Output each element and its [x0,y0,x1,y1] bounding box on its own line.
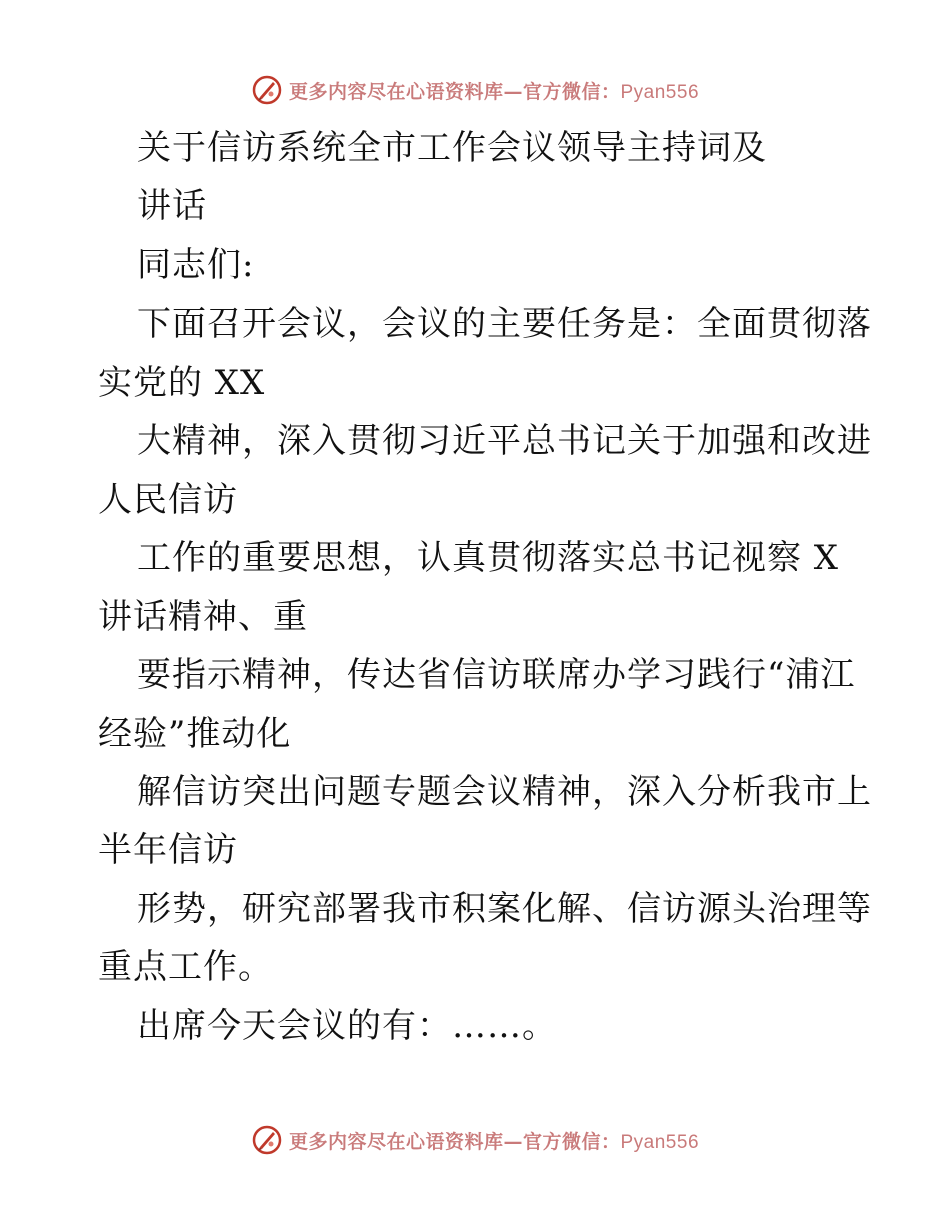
title-line-1: 关于信访系统全市工作会议领导主持词及 [137,128,767,168]
watermark-text: 更多内容尽在心语资料库—官方微信：Pyan556 [288,1130,700,1153]
paragraph-line: 人民信访 [98,480,238,520]
paragraph-line: 工作的重要思想，认真贯彻落实总书记视察 X [137,538,840,578]
quill-pen-logo-icon [251,1124,283,1156]
header-watermark [0,70,950,110]
footer-watermark [0,1120,950,1160]
paragraph-line: 重点工作。 [98,947,273,987]
title-line-2: 讲话 [137,186,207,226]
paragraph-line: 下面召开会议，会议的主要任务是：全面贯彻落 [137,304,872,344]
attendees-line: 出席今天会议的有：……。 [137,1006,557,1046]
paragraph-line: 经验”推动化 [98,714,292,754]
paragraph-line: 实党的 XX [98,363,266,403]
paragraph-line: 解信访突出问题专题会议精神，深入分析我市上 [137,772,872,812]
paragraph-line: 要指示精神，传达省信访联席办学习践行“浦江 [137,655,856,695]
salutation: 同志们: [137,245,255,285]
paragraph-line: 大精神，深入贯彻习近平总书记关于加强和改进 [137,421,872,461]
watermark-text: 更多内容尽在心语资料库—官方微信：Pyan556 [288,80,700,103]
paragraph-line: 讲话精神、重 [98,597,308,637]
quill-pen-logo-icon [251,74,283,106]
paragraph-line: 半年信访 [98,830,238,870]
paragraph-line: 形势，研究部署我市积案化解、信访源头治理等 [137,889,872,929]
